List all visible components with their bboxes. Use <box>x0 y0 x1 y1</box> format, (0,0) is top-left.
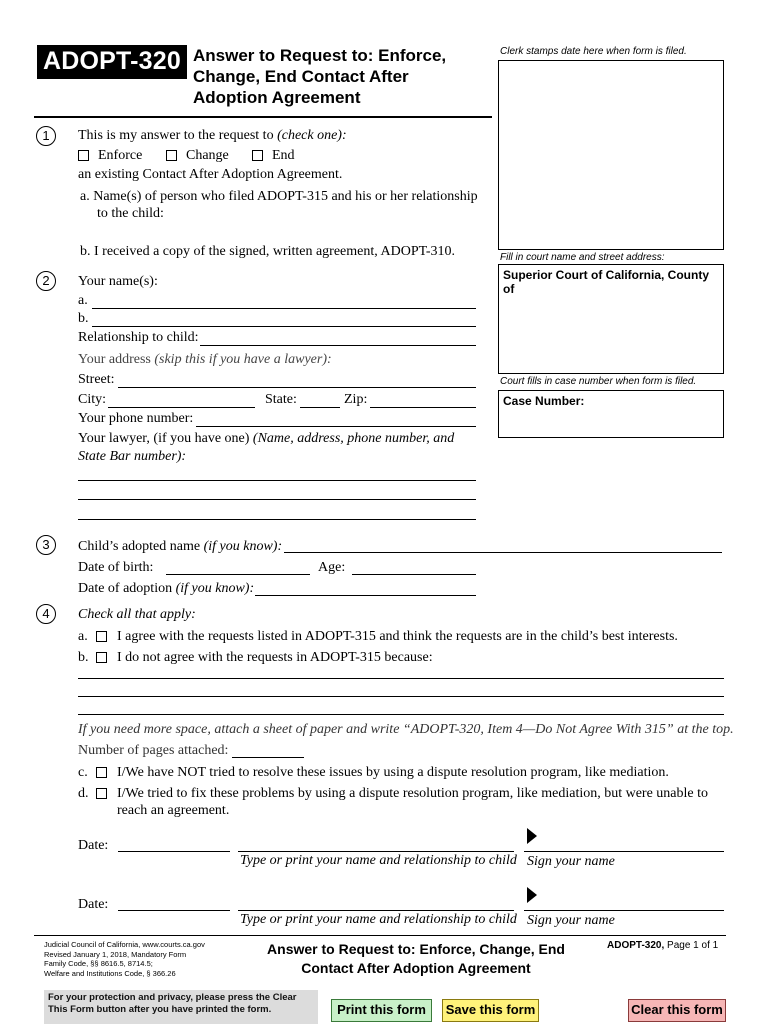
print-form-button[interactable]: Print this form <box>331 999 432 1022</box>
more-space-note: If you need more space, attach a sheet of paper and write “ADOPT-320, Item 4—Do Not Agree With 315” at the top. <box>78 722 734 737</box>
footer-citations <box>44 940 205 978</box>
date-field-2[interactable] <box>118 910 230 911</box>
sign-caption-2: Sign your name <box>527 913 615 928</box>
not-tried-text: I/We have NOT tried to resolve these issues by using a dispute resolution program, like mediation. <box>117 765 669 780</box>
name-b-letter: b. <box>78 311 89 326</box>
footer-divider <box>34 935 726 936</box>
privacy-line2: This Form button after you have printed the form. <box>48 1004 272 1015</box>
footer-council: Judicial Council of California, www.courts.ca.gov <box>44 940 205 949</box>
zip-label: Zip: <box>344 392 368 407</box>
footer-form-id: ADOPT-320, <box>607 940 665 951</box>
item4-d-letter: d. <box>78 786 89 801</box>
item1-existing: an existing Contact After Adoption Agreement. <box>78 167 343 182</box>
form-title <box>193 45 446 108</box>
disagree-checkbox[interactable] <box>96 652 107 663</box>
disagree-text: I do not agree with the requests in ADOPT-315 because: <box>117 650 433 665</box>
date-label-1: Date: <box>78 838 109 853</box>
footer-title-line2: Contact After Adoption Agreement <box>301 960 531 976</box>
address-label: Your address (skip this if you have a lawyer): <box>78 352 332 367</box>
change-label: Change <box>186 148 229 163</box>
enforce-label: Enforce <box>98 148 143 163</box>
date-adoption-field[interactable] <box>255 595 476 596</box>
item4-c-letter: c. <box>78 765 88 780</box>
lawyer-field-line2[interactable] <box>78 499 476 500</box>
lawyer-field-line1[interactable] <box>78 480 476 481</box>
pages-attached-field[interactable] <box>232 757 304 758</box>
check-all-label: Check all that apply: <box>78 607 196 622</box>
tried-text-line1: I/We tried to fix these problems by using a dispute resolution program, like mediation, but were unable to <box>117 786 709 801</box>
case-number-box[interactable] <box>498 390 724 438</box>
date-label-2: Date: <box>78 897 109 912</box>
case-number-note: Court fills in case number when form is filed. <box>500 376 697 387</box>
enforce-checkbox[interactable] <box>78 150 89 161</box>
end-checkbox[interactable] <box>252 150 263 161</box>
item2-number: 2 <box>36 271 56 291</box>
case-number-label: Case Number: <box>503 394 585 408</box>
footer-page-number: Page 1 of 1 <box>667 940 719 951</box>
form-id-badge: ADOPT-320 <box>37 45 187 79</box>
footer-title-line1: Answer to Request to: Enforce, Change, End <box>267 941 565 957</box>
disagree-reason-line1[interactable] <box>78 678 724 679</box>
agree-checkbox[interactable] <box>96 631 107 642</box>
footer-revised: Revised January 1, 2018, Mandatory Form <box>44 949 187 959</box>
footer-welfare-code: Welfare and Institutions Code, § 366.26 <box>44 968 176 978</box>
clerk-stamp-box <box>498 60 724 250</box>
print-name-caption-2: Type or print your name and relationship to child <box>240 912 517 927</box>
name-b-field[interactable] <box>92 326 476 327</box>
state-field[interactable] <box>300 407 340 408</box>
disagree-reason-line2[interactable] <box>78 696 724 697</box>
pages-attached-label: Number of pages attached: <box>78 743 229 758</box>
sign-arrow-icon <box>527 887 537 903</box>
clear-form-button[interactable]: Clear this form <box>628 999 726 1022</box>
city-label: City: <box>78 392 107 407</box>
tried-text-line2: reach an agreement. <box>117 803 230 818</box>
print-name-caption-1: Type or print your name and relationship to child <box>240 853 517 868</box>
your-names-label: Your name(s): <box>78 274 158 289</box>
lawyer-field-line3[interactable] <box>78 519 476 520</box>
phone-field[interactable] <box>196 426 476 427</box>
save-form-button[interactable]: Save this form <box>442 999 539 1022</box>
sign-caption-1: Sign your name <box>527 854 615 869</box>
court-name-box[interactable] <box>498 264 724 374</box>
privacy-notice <box>44 990 318 1024</box>
street-label: Street: <box>78 372 115 387</box>
disagree-reason-line3[interactable] <box>78 714 724 715</box>
footer-page-info <box>607 940 718 951</box>
relationship-label: Relationship to child: <box>78 330 199 345</box>
date-field-1[interactable] <box>118 851 230 852</box>
item1-number: 1 <box>36 126 56 146</box>
dob-label: Date of birth: <box>78 560 154 575</box>
lawyer-label-line2: State Bar number): <box>78 449 187 464</box>
clerk-stamp-label: Clerk stamps date here when form is filed. <box>500 46 687 57</box>
change-checkbox[interactable] <box>166 150 177 161</box>
city-field[interactable] <box>108 407 255 408</box>
item4-a-letter: a. <box>78 629 88 644</box>
item1-intro: This is my answer to the request to (check one): <box>78 128 347 143</box>
child-name-field[interactable] <box>284 552 722 553</box>
form-title-line3: Adoption Agreement <box>193 88 361 107</box>
sign-arrow-icon <box>527 828 537 844</box>
dob-field[interactable] <box>166 574 310 575</box>
relationship-field[interactable] <box>200 345 476 346</box>
state-label: State: <box>265 392 297 407</box>
name-a-field[interactable] <box>92 308 476 309</box>
lawyer-label: Your lawyer, (if you have one) (Name, address, phone number, and <box>78 431 455 446</box>
date-adoption-label: Date of adoption (if you know): <box>78 581 255 596</box>
footer-title <box>240 940 592 978</box>
item4-b-letter: b. <box>78 650 89 665</box>
privacy-line1: For your protection and privacy, please press the Clear <box>48 992 297 1003</box>
age-field[interactable] <box>352 574 476 575</box>
signature-field-2[interactable] <box>524 910 724 911</box>
zip-field[interactable] <box>370 407 476 408</box>
footer-family-code: Family Code, §§ 8616.5, 8714.5; <box>44 959 153 968</box>
item3-number: 3 <box>36 535 56 555</box>
form-title-line2: Change, End Contact After <box>193 67 409 86</box>
item1-a-line1: a. Name(s) of person who filed ADOPT-315 and his or her relationship <box>80 189 478 204</box>
end-label: End <box>272 148 295 163</box>
item4-number: 4 <box>36 604 56 624</box>
item1-a-line2: to the child: <box>97 206 164 221</box>
court-name: Superior Court of California, County of <box>503 268 709 296</box>
header-divider <box>34 116 492 118</box>
age-label: Age: <box>318 560 346 575</box>
tried-checkbox[interactable] <box>96 788 107 799</box>
name-a-letter: a. <box>78 293 88 308</box>
agree-text: I agree with the requests listed in ADOPT-315 and think the requests are in the child’s best interests. <box>117 629 678 644</box>
item1-b: b. I received a copy of the signed, written agreement, ADOPT-310. <box>80 244 456 259</box>
not-tried-checkbox[interactable] <box>96 767 107 778</box>
court-label: Fill in court name and street address: <box>500 252 665 263</box>
signature-field-1[interactable] <box>524 851 724 852</box>
child-name-label: Child’s adopted name (if you know): <box>78 539 283 554</box>
street-field[interactable] <box>118 387 476 388</box>
phone-label: Your phone number: <box>78 411 194 426</box>
form-title-line1: Answer to Request to: Enforce, <box>193 46 447 65</box>
